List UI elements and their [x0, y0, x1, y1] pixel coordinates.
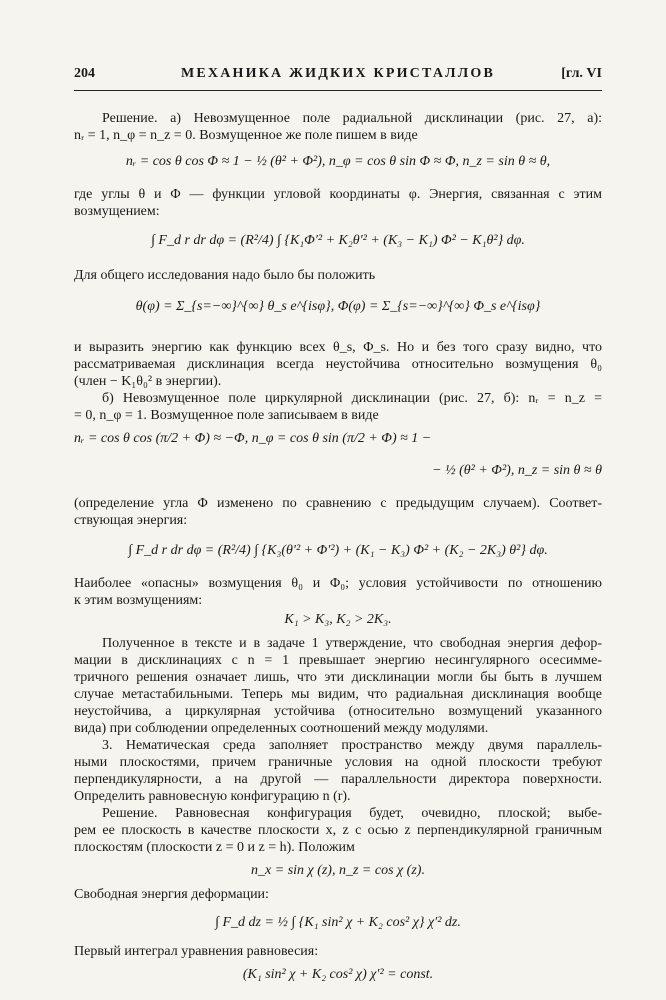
text-line: б) Невозмущенное поле циркулярной дисклинации (рис. 27, б): nᵣ = n_z = — [102, 391, 602, 406]
text-line: рем ее плоскость в качестве плоскости x, z с осью z перпендикулярной граничным — [74, 823, 602, 838]
equation: (K₁ sin² χ + K₂ cos² χ) χ′² = const. — [242, 967, 434, 982]
text-line: перпендикулярности, а на другой — параллельности директора поверхности. — [74, 772, 602, 787]
running-title: МЕХАНИКА ЖИДКИХ КРИСТАЛЛОВ — [180, 66, 496, 81]
text-line: Определить равновесную конфигурацию n (r). — [74, 789, 351, 804]
text-line: Решение. Равновесная конфигурация будет, очевидно, плоской; выбе- — [102, 806, 602, 821]
text-line: Свободная энергия деформации: — [74, 887, 269, 902]
text-line: 3. Нематическая среда заполняет пространство между двумя параллель- — [102, 738, 602, 753]
text-line: вида) при соблюдении определенных соотношений между модулями. — [74, 721, 489, 736]
equation: K₁ > K₃, K₂ > 2K₃. — [284, 612, 392, 627]
equation: θ(φ) = Σ_{s=−∞}^{∞} θ_s e^{isφ}, Φ(φ) = Σ_{s=−∞}^{∞} Φ_s e^{isφ} — [135, 299, 541, 314]
text-line: плоскостям (плоскости z = 0 и z = h). Положим — [74, 840, 355, 855]
header-rule — [74, 90, 602, 91]
equation: ∫ F_d r dr dφ = (R²/4) ∫ {K₁Φ′² + K₂θ′² + (K₃ − K₁) Φ² − K₁θ²} dφ. — [151, 233, 525, 248]
text-line: и выразить энергию как функцию всех θ_s, Φ_s. Но и без того сразу видно, что — [74, 340, 602, 355]
text-line: где углы θ и Φ — функции угловой координаты φ. Энергия, связанная с этим — [74, 187, 602, 202]
text-line: случае метастабильными. Теперь мы видим, что радиальная дисклинация вообще — [74, 687, 602, 702]
equation: ∫ F_d dz = ½ ∫ {K₁ sin² χ + K₂ cos² χ} χ′² dz. — [215, 915, 461, 930]
text-line: неустойчива, а циркулярная устойчива (относительно возмущений указанного — [74, 704, 602, 719]
text-line: (определение угла Φ изменено по сравнению с предыдущим случаем). Соответ- — [74, 496, 602, 511]
text-line: ными плоскостями, причем граничные условия на одной плоскости требуют — [74, 755, 602, 770]
text-line: к этим возмущениям: — [74, 593, 203, 608]
equation: nᵣ = cos θ cos (π/2 + Φ) ≈ −Φ, n_φ = cos θ sin (π/2 + Φ) ≈ 1 − — [74, 431, 432, 446]
text-line: Решение. а) Невозмущенное поле радиальной дисклинации (рис. 27, а): — [102, 111, 602, 126]
equation: n_x = sin χ (z), n_z = cos χ (z). — [251, 863, 425, 878]
equation: ∫ F_d r dr dφ = (R²/4) ∫ {K₃(θ′² + Φ′²) + (K₁ − K₃) Φ² + (K₂ − 2K₃) θ²} dφ. — [128, 543, 548, 558]
text-line: Наиболее «опасны» возмущения θ₀ и Φ₀; условия устойчивости по отношению — [74, 576, 602, 591]
text-line: ствующая энергия: — [74, 513, 188, 528]
text-line: Первый интеграл уравнения равновесия: — [74, 944, 319, 959]
text-line: мации в дисклинациях с n = 1 превышает энергию несингулярного осесимме- — [74, 653, 602, 668]
chapter-label: [гл. VI — [561, 66, 602, 81]
text-line: (член − K₁θ₀² в энергии). — [74, 374, 222, 389]
page-number: 204 — [74, 66, 95, 81]
text-line: Для общего исследования надо было бы положить — [74, 268, 376, 283]
text-line: Полученное в тексте и в задаче 1 утверждение, что свободная энергия дефор- — [102, 636, 602, 651]
equation: nᵣ = cos θ cos Φ ≈ 1 − ½ (θ² + Φ²), n_φ = cos θ sin Φ ≈ Φ, n_z = sin θ ≈ θ, — [125, 154, 551, 169]
text-line: тричного решения означает лишь, что эти дисклинации могли бы быть в лучшем — [74, 670, 602, 685]
text-line: рассматриваемая дисклинация всегда неустойчива относительно возмущения θ₀ — [74, 357, 602, 372]
text-line: = 0, n_φ = 1. Возмущенное поле записываем в виде — [74, 408, 379, 423]
text-line: возмущением: — [74, 204, 160, 219]
equation: − ½ (θ² + Φ²), n_z = sin θ ≈ θ — [432, 463, 602, 478]
text-line: nᵣ = 1, n_φ = n_z = 0. Возмущенное же поле пишем в виде — [74, 128, 418, 143]
page-header — [74, 66, 602, 88]
